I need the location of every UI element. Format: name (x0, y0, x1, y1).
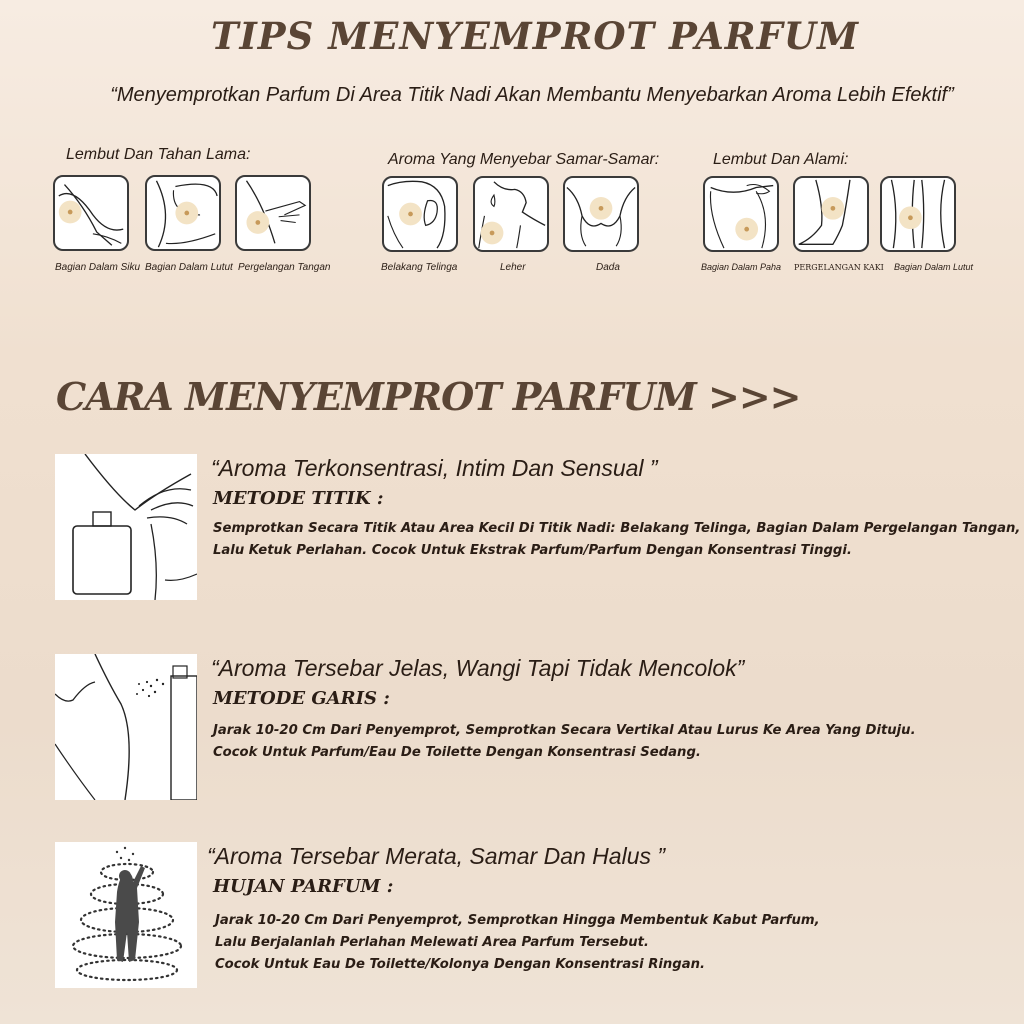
page-title: TIPS MENYEMPROT PARFUM (210, 14, 860, 58)
method-desc-2-line-1: Jarak 10-20 Cm Dari Penyemprot, Semprotkan Secara Vertikal Atau Lurus Ke Area Yang Dituju. (213, 723, 916, 738)
inner-knee-icon (145, 175, 221, 251)
method-quote-2: “Aroma Tersebar Jelas, Wangi Tapi Tidak Mencolok” (211, 655, 745, 681)
group-label-3: Lembut Dan Alami: (713, 151, 849, 168)
method-desc-3-line-3: Cocok Untuk Eau De Toilette/Kolonya Dengan Konsentrasi Ringan. (215, 957, 706, 972)
chest-icon (563, 176, 639, 252)
group-label-2: Aroma Yang Menyebar Samar-Samar: (388, 151, 660, 168)
method-desc-2-line-2: Cocok Untuk Parfum/Eau De Toilette Dengan Konsentrasi Sedang. (213, 745, 701, 760)
caption-inner-knee: Bagian Dalam Lutut (145, 262, 233, 273)
spray-wrist-icon (55, 454, 197, 600)
group-label-1: Lembut Dan Tahan Lama: (66, 146, 251, 163)
caption-wrist: Pergelangan Tangan (238, 262, 331, 273)
caption-ear: Belakang Telinga (381, 262, 458, 273)
caption-ankle: PERGELANGAN KAKI (794, 263, 884, 272)
section-title: CARA MENYEMPROT PARFUM >>> (56, 374, 801, 419)
inner-thigh-icon (703, 176, 779, 252)
caption-chest: Dada (596, 262, 620, 273)
method-name-3: HUJAN PARFUM : (213, 876, 394, 897)
ankle-icon (793, 176, 869, 252)
perfume-mist-icon (55, 842, 197, 988)
method-quote-3: “Aroma Tersebar Merata, Samar Dan Halus ” (207, 843, 666, 869)
caption-back-knee: Bagian Dalam Lutut (894, 262, 974, 272)
method-desc-1-line-1: Semprotkan Secara Titik Atau Area Kecil Di Titik Nadi: Belakang Telinga, Bagian Dalam Pergelangan Tangan, (213, 521, 1021, 536)
wrist-icon (235, 175, 311, 251)
method-name-2: METODE GARIS : (213, 688, 390, 709)
page-subtitle: “Menyemprotkan Parfum Di Area Titik Nadi Akan Membantu Menyebarkan Aroma Lebih Efektif” (110, 84, 954, 106)
method-desc-3-line-1: Jarak 10-20 Cm Dari Penyemprot, Semprotkan Hingga Membentuk Kabut Parfum, (215, 913, 820, 928)
caption-inner-thigh: Bagian Dalam Paha (701, 262, 782, 272)
spray-neck-icon (55, 654, 197, 800)
method-name-1: METODE TITIK : (213, 488, 384, 509)
caption-neck: Leher (500, 262, 526, 273)
method-quote-1: “Aroma Terkonsentrasi, Intim Dan Sensual ” (211, 455, 658, 481)
back-knee-icon (880, 176, 956, 252)
inner-elbow-icon (53, 175, 129, 251)
neck-icon (473, 176, 549, 252)
caption-inner-elbow: Bagian Dalam Siku (55, 262, 141, 273)
method-desc-3-line-2: Lalu Berjalanlah Perlahan Melewati Area Parfum Tersebut. (215, 935, 649, 950)
ear-icon (382, 176, 458, 252)
method-desc-1-line-2: Lalu Ketuk Perlahan. Cocok Untuk Ekstrak Parfum/Parfum Dengan Konsentrasi Tinggi. (213, 543, 852, 558)
